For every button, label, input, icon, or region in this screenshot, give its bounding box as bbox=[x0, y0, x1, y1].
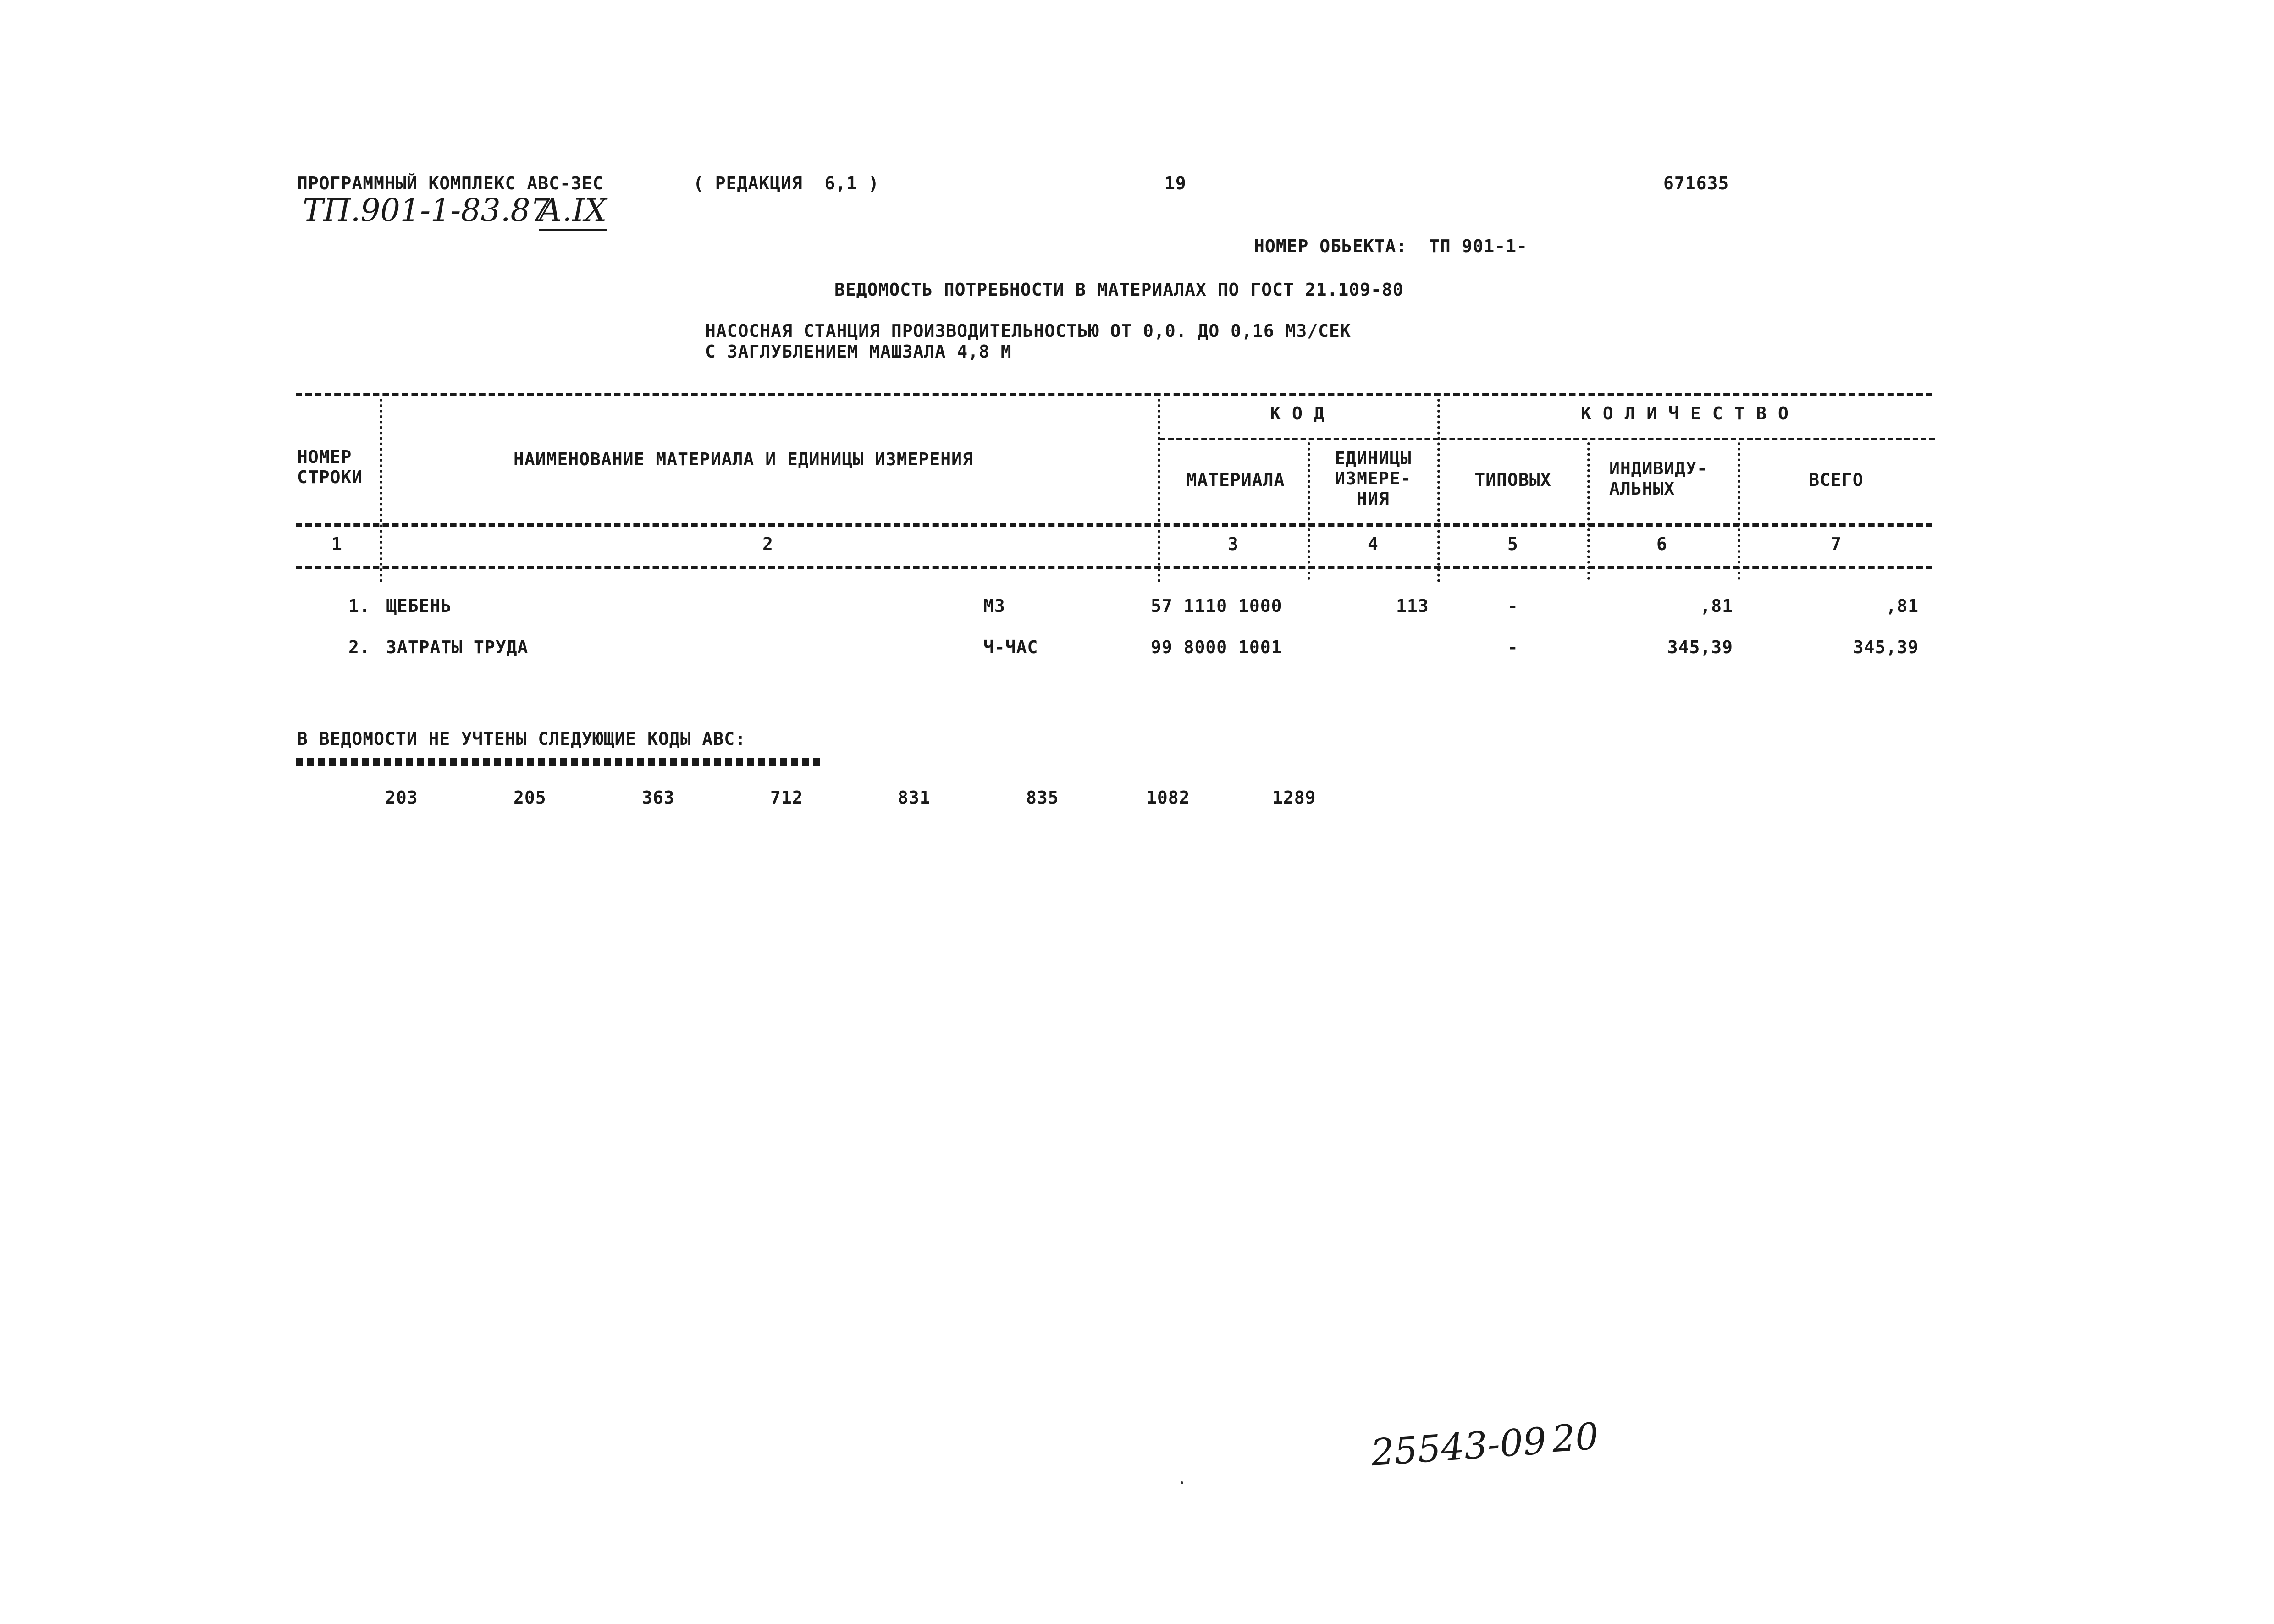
col-divider-1 bbox=[380, 399, 382, 582]
row-material-code: 57 1110 1000 bbox=[1151, 596, 1282, 616]
col-number-7: 7 bbox=[1831, 534, 1842, 554]
header-quantity-group: К О Л И Ч Е С Т В О bbox=[1581, 403, 1789, 424]
excluded-code: 835 bbox=[1026, 787, 1059, 808]
col-divider-6 bbox=[1738, 442, 1740, 580]
row-unit: М3 bbox=[983, 596, 1005, 616]
excluded-code: 1289 bbox=[1272, 787, 1316, 808]
col-number-6: 6 bbox=[1656, 534, 1667, 554]
table-header-rule bbox=[296, 523, 1932, 527]
header-unit-code: ЕДИНИЦЫ ИЗМЕРЕ- НИЯ bbox=[1335, 448, 1412, 509]
header-material-code: МАТЕРИАЛА bbox=[1186, 470, 1285, 490]
col-number-5: 5 bbox=[1507, 534, 1518, 554]
handwritten-sheet-number: 20 bbox=[1550, 1415, 1600, 1461]
col-number-1: 1 bbox=[331, 534, 342, 554]
excluded-code: 203 bbox=[385, 787, 418, 808]
excluded-code: 205 bbox=[513, 787, 546, 808]
header-total: ВСЕГО bbox=[1809, 470, 1864, 490]
note-underline bbox=[296, 758, 823, 766]
excluded-codes-note: В ВЕДОМОСТИ НЕ УЧТЕНЫ СЛЕДУЮЩИЕ КОДЫ АВС: bbox=[297, 729, 746, 749]
row-individual: 345,39 bbox=[1667, 637, 1733, 657]
row-material-name: ЩЕБЕНЬ bbox=[386, 596, 452, 616]
handwritten-album: А.IX bbox=[539, 193, 607, 231]
header-material-name: НАИМЕНОВАНИЕ МАТЕРИАЛА И ЕДИНИЦЫ ИЗМЕРЕНИЯ bbox=[513, 449, 973, 469]
row-total: 345,39 bbox=[1853, 637, 1919, 657]
row-number: 2. bbox=[348, 637, 370, 657]
header-group-rule bbox=[1160, 438, 1935, 440]
page-number: 19 bbox=[1165, 173, 1187, 193]
header-code-group: К О Д bbox=[1270, 403, 1325, 424]
table-columns-rule bbox=[296, 566, 1932, 569]
header-typical: ТИПОВЫХ bbox=[1474, 470, 1551, 490]
col-number-4: 4 bbox=[1368, 534, 1379, 554]
program-name: ПРОГРАММНЫЙ КОМПЛЕКС АВС-ЗЕС bbox=[297, 173, 604, 193]
table-top-rule bbox=[296, 393, 1932, 396]
row-number: 1. bbox=[348, 596, 370, 616]
station-description-line1: НАСОСНАЯ СТАНЦИЯ ПРОИЗВОДИТЕЛЬНОСТЬЮ ОТ 0,0. ДО 0,16 М3/СЕК bbox=[705, 321, 1351, 341]
scan-speck bbox=[1181, 1481, 1183, 1484]
row-unit: Ч-ЧАС bbox=[983, 637, 1038, 657]
edition-label: ( РЕДАКЦИЯ 6,1 ) bbox=[693, 173, 879, 193]
object-number: НОМЕР ОБЬЕКТА: ТП 901-1- bbox=[1254, 236, 1528, 256]
excluded-code: 363 bbox=[642, 787, 675, 808]
row-material-name: ЗАТРАТЫ ТРУДА bbox=[386, 637, 529, 657]
station-description-line2: С ЗАГЛУБЛЕНИЕМ МАШЗАЛА 4,8 М bbox=[705, 341, 1012, 362]
excluded-code: 1082 bbox=[1146, 787, 1190, 808]
header-individual: ИНДИВИДУ- АЛЬНЫХ bbox=[1609, 458, 1708, 499]
statement-title: ВЕДОМОСТЬ ПОТРЕБНОСТИ В МАТЕРИАЛАХ ПО ГОСТ 21.109-80 bbox=[834, 280, 1404, 300]
excluded-code: 712 bbox=[770, 787, 803, 808]
excluded-code: 831 bbox=[898, 787, 931, 808]
col-divider-4 bbox=[1437, 399, 1440, 582]
col-number-3: 3 bbox=[1228, 534, 1239, 554]
col-divider-2 bbox=[1158, 399, 1160, 582]
row-individual: ,81 bbox=[1700, 596, 1733, 616]
row-material-code: 99 8000 1001 bbox=[1151, 637, 1282, 657]
document-code: 671635 bbox=[1663, 173, 1729, 193]
row-total: ,81 bbox=[1886, 596, 1919, 616]
col-divider-3 bbox=[1308, 442, 1310, 580]
row-typical: - bbox=[1507, 596, 1518, 616]
row-typical: - bbox=[1507, 637, 1518, 657]
col-divider-5 bbox=[1587, 442, 1590, 580]
handwritten-inventory-number: 25543-09 bbox=[1369, 1419, 1548, 1475]
header-row-number: НОМЕР СТРОКИ bbox=[297, 447, 363, 487]
col-number-2: 2 bbox=[762, 534, 773, 554]
row-unit-code: 113 bbox=[1396, 596, 1429, 616]
handwritten-project-ref: ТП.901-1-83.87 bbox=[303, 193, 550, 229]
